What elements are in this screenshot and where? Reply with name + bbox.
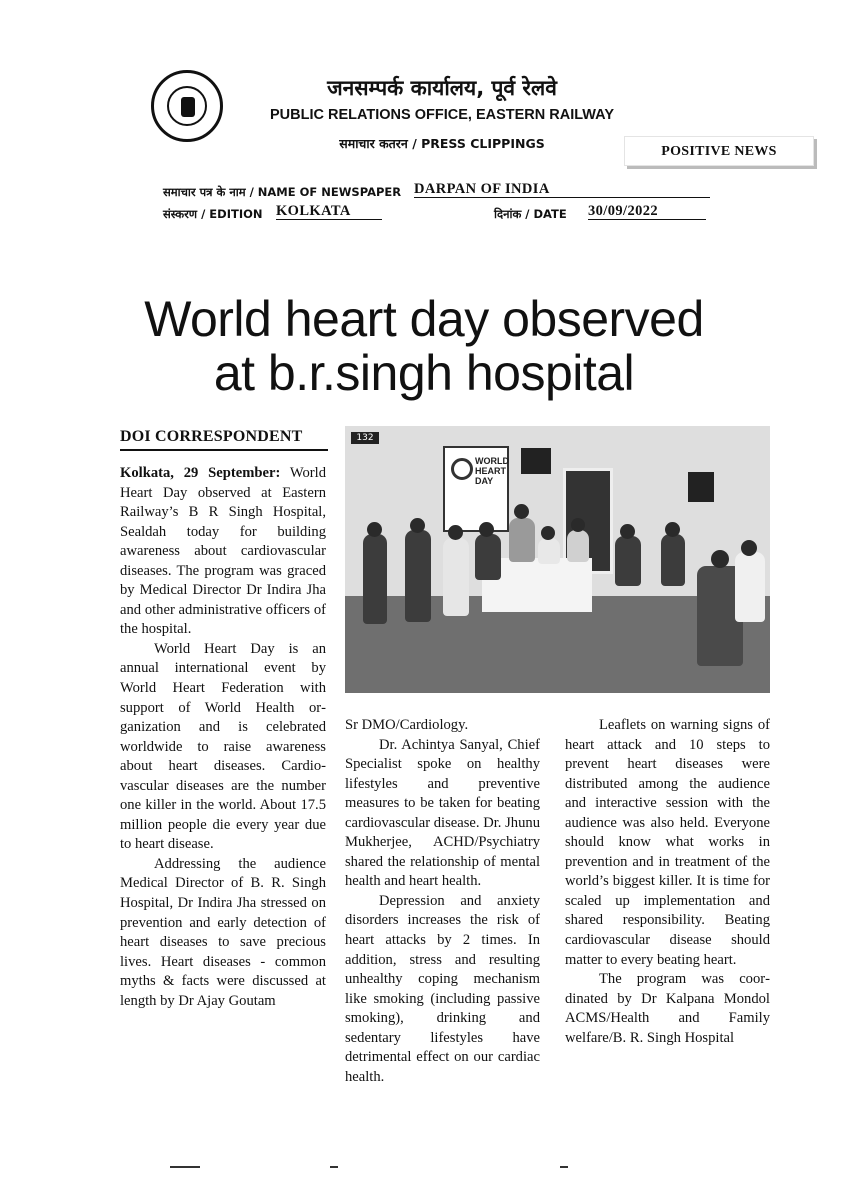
heart-icon xyxy=(451,458,473,480)
article-column-2 xyxy=(345,716,540,1087)
scan-mark xyxy=(330,1166,338,1168)
newspaper-label: समाचार पत्र के नाम / NAME OF NEWSPAPER xyxy=(163,185,402,199)
dateline: Kolkata, 29 September: xyxy=(120,465,281,481)
paragraph: The program was coordinated by Dr Kalpana Mondol ACMS/Health and Family welfare/B. R. Singh Hospital xyxy=(565,971,770,1046)
paragraph: Leaflets on warning signs of heart attack and 10 steps to prevent heart diseases were distributed among the audience and interactive session with the audience was also held. Everyone should know what works in prevention and in treatment of the world’s biggest killer. It is time for scaled up implementation and shared responsibility. Beating cardiovascular disease should matter to every beating heart. xyxy=(565,717,770,968)
edition-value: KOLKATA xyxy=(276,203,382,220)
paragraph: Sr DMO/Cardiology. xyxy=(345,717,469,733)
newspaper-name: DARPAN OF INDIA xyxy=(414,181,710,198)
paragraph: Depression and anxiety disorders increases the risk of heart attacks by 2 times. In addition, stress and resulting unhealthy coping mechanism like smoking (including passive smoking), drinking and sedentary lifestyles have detrimental effect on our cardiac health. xyxy=(345,892,540,1085)
headline-line-2: at b.r.singh hospital xyxy=(213,345,635,401)
office-title-hindi: जनसम्पर्क कार्यालय, पूर्व रेलवे xyxy=(327,76,557,100)
press-clippings-label: समाचार कतरन / PRESS CLIPPINGS xyxy=(339,136,545,151)
indian-railways-emblem-icon xyxy=(151,70,223,142)
byline: DOI CORRESPONDENT xyxy=(120,428,328,451)
poster-text: WORLD HEART DAY xyxy=(475,456,509,486)
positive-news-badge: POSITIVE NEWS xyxy=(624,136,814,166)
paragraph: Addressing the audience Medical Director of B. R. Singh Hospital, Dr Indira Jha stressed on prevention and early detection of heart diseases to save precious lives. Heart diseases - common myths & facts were discussed at length by Dr Ajay Goutam xyxy=(120,855,326,1009)
room-number-tag: 132 xyxy=(351,432,379,444)
headline-line-1: World heart day observed xyxy=(144,291,704,347)
event-photo xyxy=(345,426,770,693)
office-title: PUBLIC RELATIONS OFFICE, EASTERN RAILWAY xyxy=(270,107,614,123)
date-value: 30/09/2022 xyxy=(588,203,706,220)
edition-label: संस्करण / EDITION xyxy=(163,207,263,221)
scan-mark xyxy=(560,1166,568,1168)
scan-mark xyxy=(170,1166,200,1168)
paragraph: World Heart Day is an annual international event by World Heart Federation with support of World Health organization and is celebrated worldwide to raise awareness about heart diseases. Cardiovascular diseases are the number one killer in the world. About 17.5 million people die every year due to heart disease. xyxy=(120,640,326,853)
paragraph: World Heart Day observed at Eastern Railway’s B R Singh Hospital, Sealdah today for building awareness about cardiovascular diseases. The program was graced by Medical Director Dr Indira Jha and other administrative officers of the hospital. xyxy=(120,465,326,638)
article-column-1 xyxy=(120,464,326,1011)
paragraph: Dr. Achintya Sanyal, Chief Specialist spoke on healthy lifestyles and preventive measures to be taken for beating cardiovascular disease. Dr. Jhunu Mukherjee, ACHD/Psychiatry shared the relationship of mental health and heart health. xyxy=(345,736,540,890)
date-label: दिनांक / DATE xyxy=(494,207,567,221)
world-heart-day-poster xyxy=(443,446,509,532)
article-headline xyxy=(40,292,808,400)
article-column-3 xyxy=(565,716,770,1048)
